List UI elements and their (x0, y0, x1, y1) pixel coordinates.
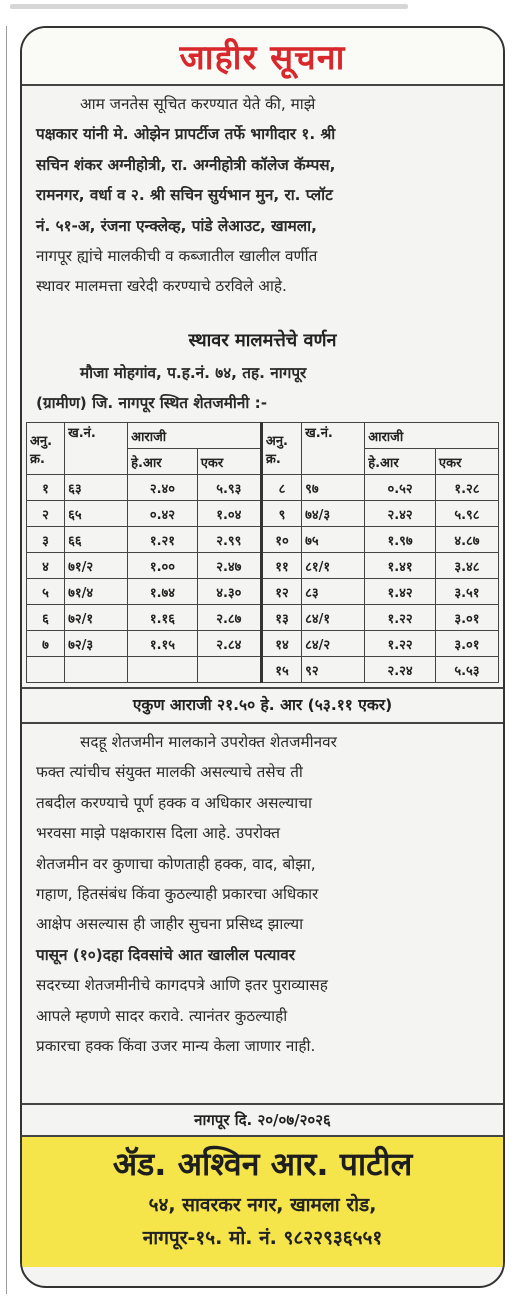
cell-sr: ९ (261, 501, 301, 527)
cell-survey: ७१/२ (65, 553, 128, 579)
intro-line: रामनगर, वर्धा व २. श्री सचिन सुर्यभान मुन, रा. प्लॉट (36, 186, 333, 205)
cell-survey: ८३ (302, 579, 365, 605)
cell-sr: १३ (261, 605, 301, 631)
header-hectare: हे.आर (365, 449, 436, 475)
cell-acre: ५.५३ (435, 657, 498, 683)
location-paragraph (22, 355, 503, 422)
location-line: (ग्रामीण) जि. नागपूर स्थित शेतजमीनी :- (36, 394, 268, 413)
advocate-address-line2: नागपूर-१५. मो. नं. ९८२२९३६५५१ (142, 1227, 383, 1249)
cell-survey: ८४/२ (302, 631, 365, 657)
cell-survey: ९२ (302, 657, 365, 683)
closing-line: पासून (१०)दहा दिवसांचे आत खालील पत्यावर (36, 945, 296, 964)
cell-sr: १ (27, 475, 65, 501)
cell-hectare: २.४० (128, 475, 198, 501)
cell-survey: ८४/१ (302, 605, 365, 631)
cell-sr: १४ (261, 631, 301, 657)
header-sr: अनु. क्र. (261, 423, 301, 475)
cell-sr: ११ (261, 553, 301, 579)
table-row (27, 527, 499, 553)
advocate-footer (22, 1137, 503, 1267)
cell-acre: २.८७ (197, 605, 261, 631)
notice-frame (20, 26, 505, 1288)
closing-line: आक्षेप असल्यास ही जाहीर सुचना प्रसिध्द झाल्या (36, 915, 304, 934)
cell-survey: ७५ (302, 527, 365, 553)
cell-survey: ६३ (65, 475, 128, 501)
cell-survey: ७१/४ (65, 579, 128, 605)
table-row (27, 553, 499, 579)
cell-acre: १.२८ (435, 475, 498, 501)
closing-line: प्रकारचा हक्क किंवा उजर मान्य केला जाणार नाही. (36, 1037, 316, 1056)
cell-sr: ७ (27, 631, 65, 657)
cell-sr: १५ (261, 657, 301, 683)
closing-line: शेतजमीन वर कुणाचा कोणताही हक्क, वाद, बोझा, (36, 854, 316, 873)
cell-hectare: १.२१ (128, 527, 198, 553)
cell-acre: ३.४८ (435, 553, 498, 579)
cell-sr (27, 657, 65, 683)
cell-sr: १२ (261, 579, 301, 605)
table-row (27, 605, 499, 631)
cell-survey: ७२/१ (65, 605, 128, 631)
page-edge-line (6, 26, 7, 1294)
closing-paragraph (22, 724, 503, 1103)
cell-sr: ८ (261, 475, 301, 501)
cell-hectare: १.७४ (128, 579, 198, 605)
closing-line: तबदील करण्याचे पूर्ण हक्क व अधिकार असल्याचा (36, 793, 312, 812)
cell-survey: ९७ (302, 475, 365, 501)
cell-acre (197, 657, 261, 683)
cell-hectare: १.१६ (128, 605, 198, 631)
cell-survey: ८१/१ (302, 553, 365, 579)
intro-line: सचिन शंकर अग्नीहोत्री, रा. अग्नीहोत्री कॉलेज कॅम्पस, (36, 155, 336, 174)
cell-sr: ६ (27, 605, 65, 631)
intro-line: नागपूर ह्यांचे मालकीची व कब्जातील खालील वर्णीत (36, 247, 318, 266)
cell-acre: २.८४ (197, 631, 261, 657)
top-bar (10, 4, 408, 9)
cell-hectare: १.२२ (365, 631, 436, 657)
closing-line: गहाण, हितसंबंध किंवा कुठल्याही प्रकारचा अधिकार (36, 885, 319, 904)
closing-line: भरवसा माझे पक्षकारास दिला आहे. उपरोक्त (36, 824, 280, 843)
closing-line: फक्त त्यांचीच संयुक्त मालकी असल्याचे तसेच ती (36, 763, 303, 782)
cell-hectare: १.२२ (365, 605, 436, 631)
cell-hectare: १.९७ (365, 527, 436, 553)
cell-survey: ७४/३ (302, 501, 365, 527)
cell-hectare: २.२४ (365, 657, 436, 683)
table-row (27, 501, 499, 527)
cell-acre: ४.८७ (435, 527, 498, 553)
table-row (27, 579, 499, 605)
cell-acre: ५.९८ (435, 501, 498, 527)
cell-sr: ५ (27, 579, 65, 605)
header-sr: अनु. क्र. (27, 423, 65, 475)
land-table (26, 422, 499, 683)
table-row (27, 657, 499, 683)
header-acre: एकर (197, 449, 261, 475)
cell-survey: ६६ (65, 527, 128, 553)
header-acre: एकर (435, 449, 498, 475)
title-band (22, 28, 503, 86)
cell-survey: ६५ (65, 501, 128, 527)
intro-line: स्थावर मालमत्ता खरेदी करण्याचे ठरविले आहे. (36, 277, 287, 296)
header-survey: ख.नं. (65, 423, 128, 475)
cell-sr: ३ (27, 527, 65, 553)
header-hectare: हे.आर (128, 449, 198, 475)
cell-survey (65, 657, 128, 683)
table-row (27, 475, 499, 501)
cell-survey: ७२/३ (65, 631, 128, 657)
header-survey: ख.नं. (302, 423, 365, 475)
cell-acre: ३.०१ (435, 605, 498, 631)
closing-line: आपले म्हणणे सादर करावे. त्यानंतर कुठल्याही (36, 1006, 288, 1025)
total-area: एकुण आराजी २१.५० हे. आर (५३.११ एकर) (22, 687, 503, 724)
cell-acre: १.०४ (197, 501, 261, 527)
header-area: आराजी (365, 423, 499, 449)
intro-line: आम जनतेस सूचित करण्यात येते की, माझे (80, 95, 316, 113)
cell-hectare: ०.५२ (365, 475, 436, 501)
cell-acre: ३.०१ (435, 631, 498, 657)
cell-hectare: १.१५ (128, 631, 198, 657)
cell-acre: २.९९ (197, 527, 261, 553)
cell-hectare: ०.४२ (128, 501, 198, 527)
intro-paragraph (22, 86, 503, 327)
table-header-row (27, 423, 499, 449)
cell-hectare: १.४१ (365, 553, 436, 579)
place-date: नागपूर दि. २०/०७/२०२६ (22, 1103, 503, 1137)
cell-hectare: १.४२ (365, 579, 436, 605)
location-line: मौजा मोहगांव, प.ह.नं. ७४, तह. नागपूर (80, 364, 307, 382)
intro-line: पक्षकार यांनी मे. ओझेन प्रापर्टीज तर्फे भागीदार १. श्री (36, 125, 336, 144)
intro-line: नं. ५१-अ, रंजना एन्क्लेव्ह, पांडे लेआउट, खामला, (36, 216, 317, 235)
cell-sr: २ (27, 501, 65, 527)
closing-line: सदहू शेतजमीन मालकाने उपरोक्त शेतजमीनवर (80, 733, 337, 751)
table-row (27, 631, 499, 657)
cell-hectare: २.४२ (365, 501, 436, 527)
cell-hectare (128, 657, 198, 683)
property-heading: स्थावर मालमत्तेचे वर्णन (188, 330, 337, 351)
cell-acre: २.४७ (197, 553, 261, 579)
advocate-address-line1: ५४, सावरकर नगर, खामला रोड, (148, 1194, 377, 1216)
closing-line: सदरच्या शेतजमीनीचे कागदपत्रे आणि इतर पुराव्यासह (36, 976, 328, 995)
cell-acre: ४.३० (197, 579, 261, 605)
cell-sr: ४ (27, 553, 65, 579)
cell-sr: १० (261, 527, 301, 553)
notice-title: जाहीर सूचना (179, 38, 346, 78)
cell-hectare: १.०० (128, 553, 198, 579)
cell-acre: ५.९३ (197, 475, 261, 501)
header-area: आराजी (128, 423, 262, 449)
advocate-name: ॲड. अश्विन आर. पाटील (112, 1145, 413, 1183)
cell-acre: ३.५१ (435, 579, 498, 605)
